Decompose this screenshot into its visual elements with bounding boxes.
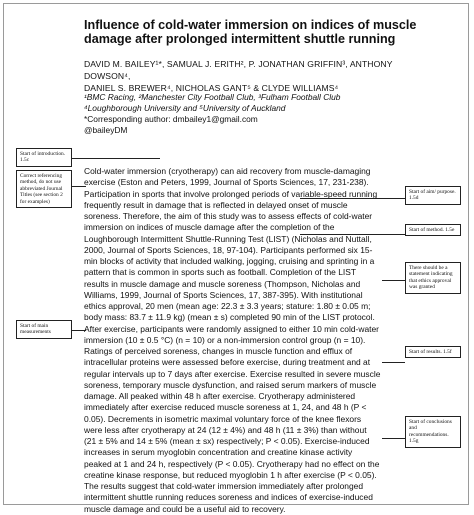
annotation-ethics: There should be a statement indicating that ethics approval was granted	[405, 262, 461, 294]
annotation-method: Start of method. 1.5e	[405, 224, 461, 236]
annotation-referencing: Correct referencing method, do not use abbreviated Journal Titles (see section 2 for examples)	[16, 170, 72, 208]
annotation-leader-line	[300, 234, 405, 235]
annotation-aim: Start of aim/ purpose. 1.5d	[405, 186, 461, 205]
paper-title: Influence of cold-water immersion on indices of muscle damage after prolonged intermittent shuttle running	[84, 18, 417, 46]
abstract-body	[84, 166, 381, 515]
annotation-results: Start of results. 1.5f	[405, 346, 461, 358]
annotation-conclusions: Start of conclusions and recommendations. 1.5g	[405, 416, 461, 448]
abstract-text: Cold-water immersion (cryotherapy) can aid recovery from muscle-damaging exercise (Eston and Peters, 1999, Journal of Sports Sciences, 17, 231-238). Participation in sports that involve prolonged periods of variable-speed running frequently result in damage that is reflected in delayed onset of muscle soreness. Therefore, the aim of this study was to assess effects of cold-water immersion on indices of muscle damage after the completion of the Loughborough Intermittent Shuttle-Running Test (LIST) (Nicholas and Nuttall, 2000, Journal of Sports Sciences, 18, 97-104). Participants performed six 15-min blocks of activity that included walking, jogging, cruising and sprinting in a pattern that is common in sports such as football. Completion of the LIST results in muscle damage and muscle soreness (Thompson, Nicholas and Williams, 1999, Journal of Sports Sciences, 17, 387-395). With institutional ethics approval, 20 men (mean age: 22.3 ± 3.3 years; stature: 1.80 ± 0.05 m; body mass: 83.7 ± 11.9 kg) (mean ± s) completed 90 min of the LIST protocol. After exercise, participants were randomly assigned to either 10 min cold-water immersion (10 ± 0.5 °C) (n = 10) or a non-immersion control group (n = 10). Ratings of perceived soreness, changes in muscle function and efflux of intracellular proteins were assessed before exercise, during treatment and at regular intervals up to 7 days after exercise. Exercise resulted in severe muscle soreness, temporary muscle dysfunction, and raised serum markers of muscle damage. All peaked within 48 h after exercise. Cryotherapy administered immediately after exercise reduced muscle soreness at 1, 24, and 48 h (P < 0.05). Decrements in isometric maximal voluntary force of the knee flexors were less after cryotherapy at 24 (12 ± 4%) and 48 h (11 ± 3%) than without (21 ± 5% and 14 ± 5% (mean ± sx) respectively; P < 0.05). Exercise-induced increases in serum myoglobin concentration and creatine kinase activity peaked at 1 and 24 h, respectively (P < 0.05). Cryotherapy had no effect on the creatine kinase response, but reduced myoglobin 1 h after exercise (P < 0.05). The results suggest that cold-water immersion immediately after prolonged intermittent shuttle running reduces soreness and indices of exercise-induced muscle damage and could be a useful aid to recovery.	[84, 166, 381, 514]
annotation-leader-line	[382, 438, 405, 439]
author-line: DAVID M. BAILEY¹*, SAMUAL J. ERITH², P. JONATHAN GRIFFIN³, ANTHONY DOWSON⁴,	[84, 59, 393, 81]
annotation-leader-line	[382, 280, 405, 281]
author-list	[84, 58, 434, 94]
annotation-leader-line	[72, 158, 160, 159]
corresponding-author: *Corresponding author: dmbailey1@gmail.com	[84, 114, 258, 124]
annotation-leader-line	[382, 362, 405, 363]
author-line: DANIEL S. BREWER⁴, NICHOLAS GANT⁵ & CLYDE WILLIAMS⁴	[84, 83, 339, 93]
annotation-leader-line	[300, 198, 405, 199]
annotation-measurements: Start of main measurements	[16, 320, 72, 339]
affiliation-line: ⁴Loughborough University and ⁵University of Auckland	[84, 103, 286, 113]
affiliation-line: ¹BMC Racing, ²Manchester City Football Club, ³Fulham Football Club	[84, 92, 341, 102]
annotation-leader-line	[72, 186, 86, 187]
annotation-leader-line	[72, 330, 86, 331]
twitter-handle: @baileyDM	[84, 125, 128, 135]
affiliations	[84, 92, 434, 136]
annotation-introduction: Start of introduction. 1.5c	[16, 148, 72, 167]
